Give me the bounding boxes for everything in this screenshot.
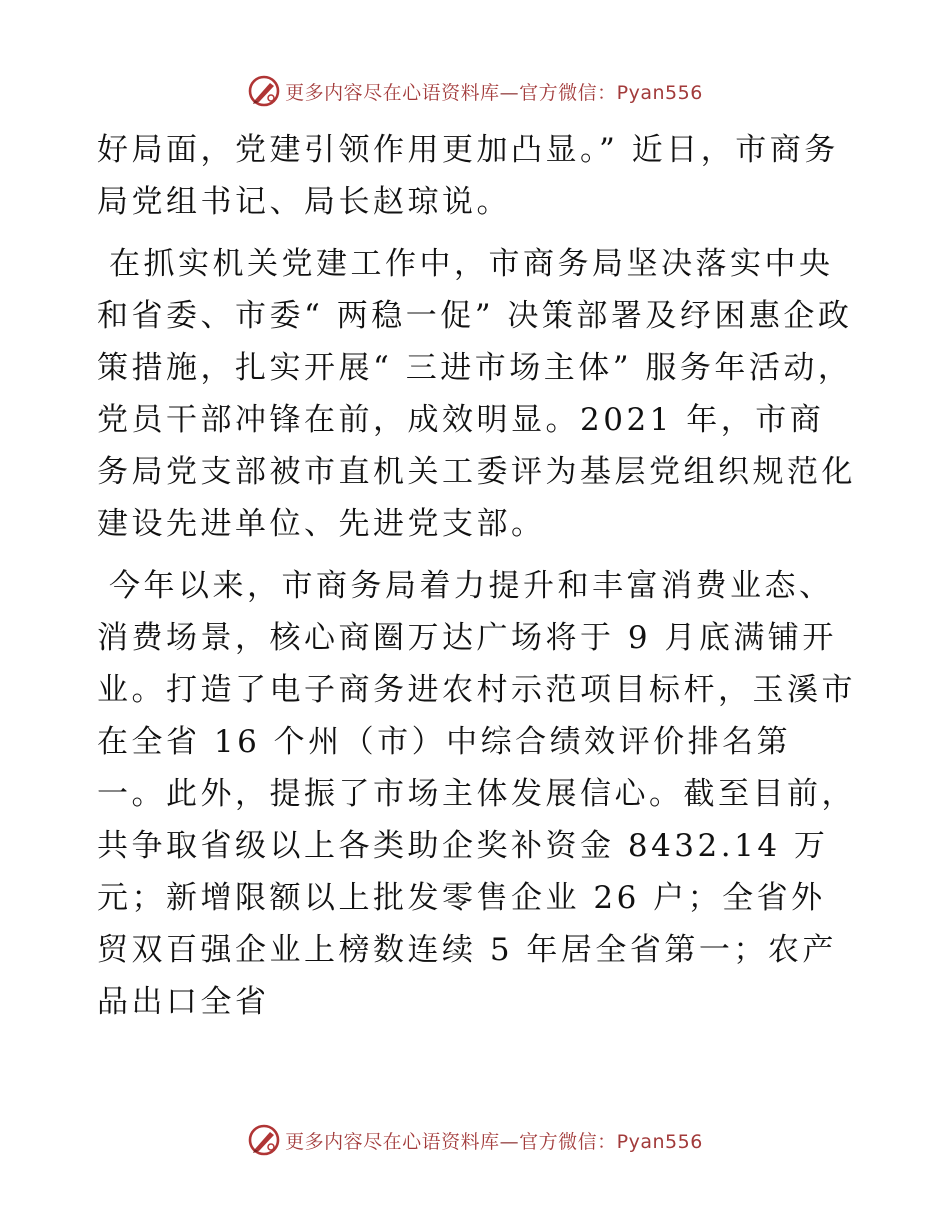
watermark-contact-text: 官方微信：Pyan556 xyxy=(519,81,703,104)
pen-logo-icon xyxy=(247,1123,281,1157)
watermark-footer xyxy=(0,1120,950,1160)
watermark-header xyxy=(0,71,950,111)
paragraph-3: 今年以来，市商务局着力提升和丰富消费业态、消费场景，核心商圈万达广场将于 9 月底满铺开业。打造了电子商务进农村示范项目标杆，玉溪市在全省 16 个州（市）中综合绩效评价排名第一。此外，提振了市场主体发展信心。截至目前，共争取省级以上各类助企奖补资金 8432.14 万元；新增限额以上批发零售企业 26 户；全省外贸双百强企业上榜数连续 5 年居全省第一；农产品出口全省 xyxy=(97,568,856,1020)
watermark-separator: — xyxy=(499,1130,520,1153)
paragraph-1: 好局面，党建引领作用更加凸显。” 近日，市商务局党组书记、局长赵琼说。 xyxy=(97,132,839,220)
watermark-brand-text: 更多内容尽在心语资料库 xyxy=(285,1130,500,1153)
watermark-separator: — xyxy=(499,81,520,104)
paragraph-2: 在抓实机关党建工作中，市商务局坚决落实中央和省委、市委“ 两稳一促” 决策部署及纾困惠企政策措施，扎实开展“ 三进市场主体” 服务年活动，党员干部冲锋在前，成效明显。2021 年，市商务局党支部被市直机关工委评为基层党组织规范化建设先进单位、先进党支部。 xyxy=(97,246,856,542)
watermark-brand-text: 更多内容尽在心语资料库 xyxy=(285,81,500,104)
pen-logo-icon xyxy=(247,74,281,108)
watermark-contact-text: 官方微信：Pyan556 xyxy=(519,1130,703,1153)
document-body xyxy=(97,124,857,1028)
